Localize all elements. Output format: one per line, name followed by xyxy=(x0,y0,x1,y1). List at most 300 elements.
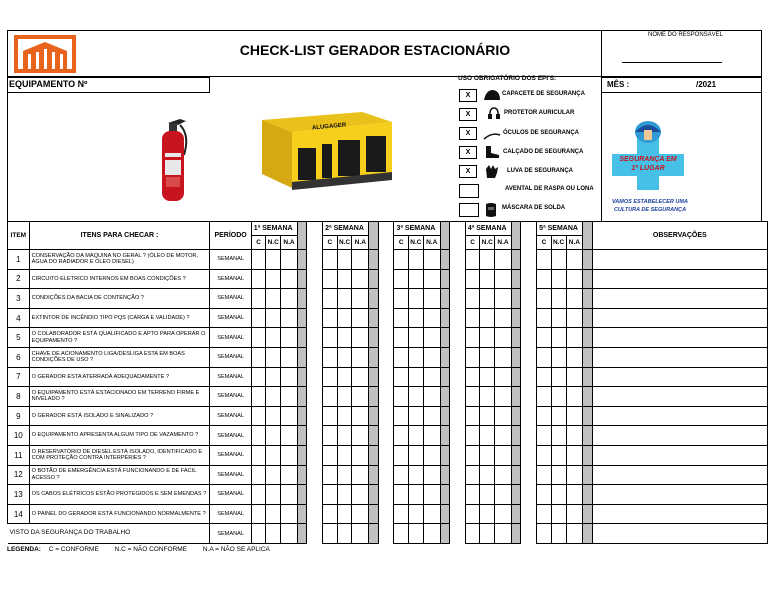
table-row xyxy=(8,269,768,289)
check-cell[interactable] xyxy=(394,250,408,270)
check-cell[interactable] xyxy=(480,445,495,465)
check-cell[interactable] xyxy=(423,504,440,524)
check-cell[interactable] xyxy=(266,524,281,544)
check-cell[interactable] xyxy=(551,465,566,485)
check-cell[interactable] xyxy=(337,406,352,426)
week-gap xyxy=(378,426,394,446)
week-separator xyxy=(583,406,592,426)
check-cell[interactable] xyxy=(266,328,281,348)
check-cell[interactable] xyxy=(266,465,281,485)
check-cell[interactable] xyxy=(495,269,512,289)
check-cell[interactable] xyxy=(394,426,408,446)
observation-cell[interactable] xyxy=(592,445,767,465)
check-cell[interactable] xyxy=(266,308,281,328)
check-cell[interactable] xyxy=(266,367,281,387)
check-cell[interactable] xyxy=(337,524,352,544)
check-cell[interactable] xyxy=(394,445,408,465)
check-cell[interactable] xyxy=(566,387,583,407)
check-cell[interactable] xyxy=(352,406,369,426)
check-cell[interactable] xyxy=(480,308,495,328)
item-number: 3 xyxy=(8,289,30,309)
check-cell[interactable] xyxy=(465,426,479,446)
check-cell[interactable] xyxy=(465,387,479,407)
observation-cell[interactable] xyxy=(592,269,767,289)
check-cell[interactable] xyxy=(537,406,551,426)
check-cell[interactable] xyxy=(495,465,512,485)
check-cell[interactable] xyxy=(251,426,265,446)
check-cell[interactable] xyxy=(408,308,423,328)
check-cell[interactable] xyxy=(465,347,479,367)
check-cell[interactable] xyxy=(352,504,369,524)
check-cell[interactable] xyxy=(465,524,479,544)
check-cell[interactable] xyxy=(251,445,265,465)
check-cell[interactable] xyxy=(251,465,265,485)
check-cell[interactable] xyxy=(266,426,281,446)
check-cell[interactable] xyxy=(480,485,495,505)
check-cell[interactable] xyxy=(423,269,440,289)
check-cell[interactable] xyxy=(551,504,566,524)
check-cell[interactable] xyxy=(323,426,337,446)
week-separator xyxy=(583,485,592,505)
week-gap xyxy=(449,387,465,407)
check-cell[interactable] xyxy=(423,485,440,505)
fire-extinguisher-image xyxy=(150,115,195,205)
check-cell[interactable] xyxy=(394,406,408,426)
legend-label: LEGENDA: xyxy=(7,546,41,553)
check-cell[interactable] xyxy=(323,347,337,367)
check-cell[interactable] xyxy=(566,524,583,544)
check-cell[interactable] xyxy=(323,387,337,407)
item-description: CIRCUITO ELETRICO INTERNOS EM BOAS CONDIÇÕES ? xyxy=(29,269,210,289)
check-cell[interactable] xyxy=(495,250,512,270)
check-cell[interactable] xyxy=(281,406,298,426)
check-cell[interactable] xyxy=(495,367,512,387)
observation-cell[interactable] xyxy=(592,504,767,524)
check-cell[interactable] xyxy=(566,485,583,505)
check-cell[interactable] xyxy=(551,367,566,387)
week-separator xyxy=(583,289,592,309)
ppe-check-goggles[interactable]: X xyxy=(459,127,477,140)
check-cell[interactable] xyxy=(495,445,512,465)
week-gap xyxy=(521,367,537,387)
check-cell[interactable] xyxy=(394,504,408,524)
check-cell[interactable] xyxy=(423,367,440,387)
check-cell[interactable] xyxy=(251,524,265,544)
check-cell[interactable] xyxy=(537,289,551,309)
responsible-signature-line[interactable] xyxy=(622,62,722,63)
check-cell[interactable] xyxy=(352,367,369,387)
check-cell[interactable] xyxy=(423,308,440,328)
check-cell[interactable] xyxy=(394,328,408,348)
check-cell[interactable] xyxy=(465,465,479,485)
observation-cell[interactable] xyxy=(592,367,767,387)
check-cell[interactable] xyxy=(408,504,423,524)
check-cell[interactable] xyxy=(465,504,479,524)
status-header: N.C xyxy=(551,236,566,250)
check-cell[interactable] xyxy=(408,328,423,348)
check-cell[interactable] xyxy=(551,406,566,426)
check-cell[interactable] xyxy=(551,387,566,407)
check-cell[interactable] xyxy=(566,367,583,387)
observation-cell[interactable] xyxy=(592,347,767,367)
check-cell[interactable] xyxy=(480,426,495,446)
legend-conforme: C = CONFORME xyxy=(48,546,99,553)
check-cell[interactable] xyxy=(423,445,440,465)
check-cell[interactable] xyxy=(423,524,440,544)
check-cell[interactable] xyxy=(408,289,423,309)
check-cell[interactable] xyxy=(394,289,408,309)
week-separator xyxy=(440,426,449,446)
check-cell[interactable] xyxy=(495,504,512,524)
check-cell[interactable] xyxy=(480,524,495,544)
check-cell[interactable] xyxy=(352,387,369,407)
week-separator xyxy=(369,328,378,348)
check-cell[interactable] xyxy=(495,524,512,544)
check-cell[interactable] xyxy=(480,387,495,407)
check-cell[interactable] xyxy=(352,289,369,309)
check-cell[interactable] xyxy=(495,308,512,328)
check-cell[interactable] xyxy=(537,387,551,407)
check-cell[interactable] xyxy=(566,328,583,348)
check-cell[interactable] xyxy=(566,269,583,289)
check-cell[interactable] xyxy=(266,289,281,309)
check-cell[interactable] xyxy=(537,445,551,465)
check-cell[interactable] xyxy=(352,485,369,505)
week-separator xyxy=(511,250,520,270)
check-cell[interactable] xyxy=(551,524,566,544)
check-cell[interactable] xyxy=(394,367,408,387)
week-separator xyxy=(511,347,520,367)
item-description: O EQUIPAMENTO APRESENTA ALGUM TIPO DE VAZAMENTO ? xyxy=(29,426,210,446)
check-cell[interactable] xyxy=(266,347,281,367)
check-cell[interactable] xyxy=(337,387,352,407)
check-cell[interactable] xyxy=(495,485,512,505)
check-cell[interactable] xyxy=(281,269,298,289)
check-cell[interactable] xyxy=(323,485,337,505)
visto-period: SEMANAL xyxy=(210,524,251,544)
observation-cell[interactable] xyxy=(592,465,767,485)
week-gap xyxy=(378,250,394,270)
check-cell[interactable] xyxy=(323,269,337,289)
check-cell[interactable] xyxy=(537,465,551,485)
col-header-items: ITENS PARA CHECAR : xyxy=(29,222,210,250)
check-cell[interactable] xyxy=(423,387,440,407)
check-cell[interactable] xyxy=(337,347,352,367)
check-cell[interactable] xyxy=(281,504,298,524)
ppe-check-safety-shoes[interactable]: X xyxy=(459,146,477,159)
week-separator xyxy=(440,222,449,250)
check-cell[interactable] xyxy=(465,250,479,270)
check-cell[interactable] xyxy=(480,406,495,426)
check-cell[interactable] xyxy=(408,269,423,289)
check-cell[interactable] xyxy=(251,328,265,348)
check-cell[interactable] xyxy=(266,269,281,289)
week-separator xyxy=(369,524,378,544)
check-cell[interactable] xyxy=(465,269,479,289)
check-cell[interactable] xyxy=(551,485,566,505)
check-cell[interactable] xyxy=(251,308,265,328)
item-period: SEMANAL xyxy=(210,485,251,505)
check-cell[interactable] xyxy=(266,445,281,465)
check-cell[interactable] xyxy=(251,269,265,289)
check-cell[interactable] xyxy=(566,406,583,426)
check-cell[interactable] xyxy=(423,465,440,485)
check-cell[interactable] xyxy=(323,465,337,485)
ppe-check-ear-protector[interactable]: X xyxy=(459,108,477,121)
check-cell[interactable] xyxy=(566,445,583,465)
check-cell[interactable] xyxy=(352,426,369,446)
check-cell[interactable] xyxy=(323,504,337,524)
check-cell[interactable] xyxy=(394,347,408,367)
observation-cell[interactable] xyxy=(592,328,767,348)
check-cell[interactable] xyxy=(537,485,551,505)
check-cell[interactable] xyxy=(566,250,583,270)
check-cell[interactable] xyxy=(323,524,337,544)
check-cell[interactable] xyxy=(337,426,352,446)
observation-cell[interactable] xyxy=(592,387,767,407)
check-cell[interactable] xyxy=(352,465,369,485)
check-cell[interactable] xyxy=(495,406,512,426)
check-cell[interactable] xyxy=(495,289,512,309)
check-cell[interactable] xyxy=(337,504,352,524)
week-separator xyxy=(369,367,378,387)
check-cell[interactable] xyxy=(281,367,298,387)
ear-protector-icon xyxy=(487,106,501,125)
week-header-2: 2ª SEMANA xyxy=(323,222,369,236)
check-cell[interactable] xyxy=(408,367,423,387)
check-cell[interactable] xyxy=(352,250,369,270)
check-cell[interactable] xyxy=(566,308,583,328)
check-cell[interactable] xyxy=(281,485,298,505)
check-cell[interactable] xyxy=(394,524,408,544)
check-cell[interactable] xyxy=(352,445,369,465)
check-cell[interactable] xyxy=(337,328,352,348)
check-cell[interactable] xyxy=(480,328,495,348)
check-cell[interactable] xyxy=(337,485,352,505)
observation-cell[interactable] xyxy=(592,426,767,446)
check-cell[interactable] xyxy=(566,426,583,446)
check-cell[interactable] xyxy=(537,367,551,387)
check-cell[interactable] xyxy=(465,289,479,309)
check-cell[interactable] xyxy=(394,387,408,407)
check-cell[interactable] xyxy=(281,524,298,544)
check-cell[interactable] xyxy=(337,367,352,387)
check-cell[interactable] xyxy=(465,406,479,426)
check-cell[interactable] xyxy=(394,308,408,328)
check-cell[interactable] xyxy=(408,426,423,446)
check-cell[interactable] xyxy=(465,328,479,348)
check-cell[interactable] xyxy=(337,289,352,309)
check-cell[interactable] xyxy=(251,289,265,309)
check-cell[interactable] xyxy=(266,250,281,270)
check-cell[interactable] xyxy=(408,347,423,367)
check-cell[interactable] xyxy=(537,250,551,270)
check-cell[interactable] xyxy=(337,445,352,465)
check-cell[interactable] xyxy=(281,250,298,270)
check-cell[interactable] xyxy=(251,347,265,367)
week-gap xyxy=(449,308,465,328)
check-cell[interactable] xyxy=(337,250,352,270)
check-cell[interactable] xyxy=(251,387,265,407)
generator-image xyxy=(252,102,402,192)
check-cell[interactable] xyxy=(465,308,479,328)
check-cell[interactable] xyxy=(323,367,337,387)
check-cell[interactable] xyxy=(408,445,423,465)
check-cell[interactable] xyxy=(566,289,583,309)
check-cell[interactable] xyxy=(537,426,551,446)
check-cell[interactable] xyxy=(423,328,440,348)
check-cell[interactable] xyxy=(394,465,408,485)
glove-icon xyxy=(483,163,501,184)
week-separator xyxy=(369,387,378,407)
check-cell[interactable] xyxy=(251,367,265,387)
week-separator xyxy=(583,504,592,524)
check-cell[interactable] xyxy=(352,524,369,544)
check-cell[interactable] xyxy=(566,504,583,524)
check-cell[interactable] xyxy=(266,504,281,524)
check-cell[interactable] xyxy=(551,328,566,348)
check-cell[interactable] xyxy=(251,250,265,270)
check-cell[interactable] xyxy=(323,308,337,328)
check-cell[interactable] xyxy=(566,465,583,485)
check-cell[interactable] xyxy=(423,406,440,426)
check-cell[interactable] xyxy=(551,426,566,446)
check-cell[interactable] xyxy=(423,289,440,309)
check-cell[interactable] xyxy=(495,387,512,407)
ppe-check-welding-mask[interactable] xyxy=(459,203,479,217)
check-cell[interactable] xyxy=(551,289,566,309)
check-cell[interactable] xyxy=(480,367,495,387)
check-cell[interactable] xyxy=(480,289,495,309)
check-cell[interactable] xyxy=(266,387,281,407)
check-cell[interactable] xyxy=(394,269,408,289)
check-cell[interactable] xyxy=(480,347,495,367)
status-header: N.C xyxy=(266,236,281,250)
check-cell[interactable] xyxy=(423,250,440,270)
check-cell[interactable] xyxy=(495,426,512,446)
check-cell[interactable] xyxy=(394,485,408,505)
check-cell[interactable] xyxy=(480,465,495,485)
check-cell[interactable] xyxy=(408,524,423,544)
observation-cell[interactable] xyxy=(592,250,767,270)
check-cell[interactable] xyxy=(251,485,265,505)
check-cell[interactable] xyxy=(551,347,566,367)
check-cell[interactable] xyxy=(251,406,265,426)
item-number: 10 xyxy=(8,426,30,446)
check-cell[interactable] xyxy=(537,308,551,328)
check-cell[interactable] xyxy=(551,250,566,270)
week-separator xyxy=(583,367,592,387)
week-separator xyxy=(297,250,306,270)
check-cell[interactable] xyxy=(495,347,512,367)
observation-cell[interactable] xyxy=(592,289,767,309)
ppe-check-apron[interactable] xyxy=(459,184,479,198)
ppe-label-gloves: LUVA DE SEGURANÇA xyxy=(507,168,574,174)
check-cell[interactable] xyxy=(480,250,495,270)
check-cell[interactable] xyxy=(352,269,369,289)
check-cell[interactable] xyxy=(337,269,352,289)
check-cell[interactable] xyxy=(352,308,369,328)
check-cell[interactable] xyxy=(281,387,298,407)
check-cell[interactable] xyxy=(323,406,337,426)
check-cell[interactable] xyxy=(281,347,298,367)
check-cell[interactable] xyxy=(537,347,551,367)
check-cell[interactable] xyxy=(251,504,265,524)
observation-cell[interactable] xyxy=(592,485,767,505)
check-cell[interactable] xyxy=(281,328,298,348)
check-cell[interactable] xyxy=(537,269,551,289)
check-cell[interactable] xyxy=(408,250,423,270)
observation-cell[interactable] xyxy=(592,308,767,328)
check-cell[interactable] xyxy=(465,367,479,387)
check-cell[interactable] xyxy=(352,347,369,367)
week-gap xyxy=(521,269,537,289)
check-cell[interactable] xyxy=(465,485,479,505)
check-cell[interactable] xyxy=(408,406,423,426)
week-separator xyxy=(369,485,378,505)
check-cell[interactable] xyxy=(281,426,298,446)
equipment-label: EQUIPAMENTO Nº xyxy=(9,79,88,89)
check-cell[interactable] xyxy=(480,269,495,289)
check-cell[interactable] xyxy=(408,485,423,505)
check-cell[interactable] xyxy=(537,524,551,544)
observation-cell[interactable] xyxy=(592,524,767,544)
check-cell[interactable] xyxy=(537,504,551,524)
week-separator xyxy=(583,387,592,407)
week-gap xyxy=(521,308,537,328)
check-cell[interactable] xyxy=(281,289,298,309)
check-cell[interactable] xyxy=(408,387,423,407)
week-gap xyxy=(521,504,537,524)
item-number: 14 xyxy=(8,504,30,524)
week-separator xyxy=(511,504,520,524)
observation-cell[interactable] xyxy=(592,406,767,426)
check-cell[interactable] xyxy=(281,308,298,328)
ppe-check-gloves[interactable]: X xyxy=(459,165,477,178)
check-cell[interactable] xyxy=(281,445,298,465)
ppe-check-helmet[interactable]: X xyxy=(459,89,477,102)
check-cell[interactable] xyxy=(266,406,281,426)
check-cell[interactable] xyxy=(337,465,352,485)
check-cell[interactable] xyxy=(495,328,512,348)
check-cell[interactable] xyxy=(408,465,423,485)
check-cell[interactable] xyxy=(566,347,583,367)
check-cell[interactable] xyxy=(281,465,298,485)
check-cell[interactable] xyxy=(423,347,440,367)
check-cell[interactable] xyxy=(323,250,337,270)
check-cell[interactable] xyxy=(266,485,281,505)
check-cell[interactable] xyxy=(352,328,369,348)
check-cell[interactable] xyxy=(551,445,566,465)
check-cell[interactable] xyxy=(551,308,566,328)
check-cell[interactable] xyxy=(323,445,337,465)
check-cell[interactable] xyxy=(551,269,566,289)
check-cell[interactable] xyxy=(323,328,337,348)
week-gap xyxy=(378,222,394,250)
item-description: O BOTÃO DE EMERGÊNCIA ESTÁ FUNCIONANDO E DE FACIL ACESSO ? xyxy=(29,465,210,485)
check-cell[interactable] xyxy=(337,308,352,328)
week-separator xyxy=(511,387,520,407)
week-separator xyxy=(440,367,449,387)
check-cell[interactable] xyxy=(465,445,479,465)
check-cell[interactable] xyxy=(423,426,440,446)
check-cell[interactable] xyxy=(480,504,495,524)
generator-brand: ALUGAGER xyxy=(311,122,347,132)
week-gap xyxy=(307,426,323,446)
check-cell[interactable] xyxy=(537,328,551,348)
check-cell[interactable] xyxy=(323,289,337,309)
week-gap xyxy=(449,406,465,426)
